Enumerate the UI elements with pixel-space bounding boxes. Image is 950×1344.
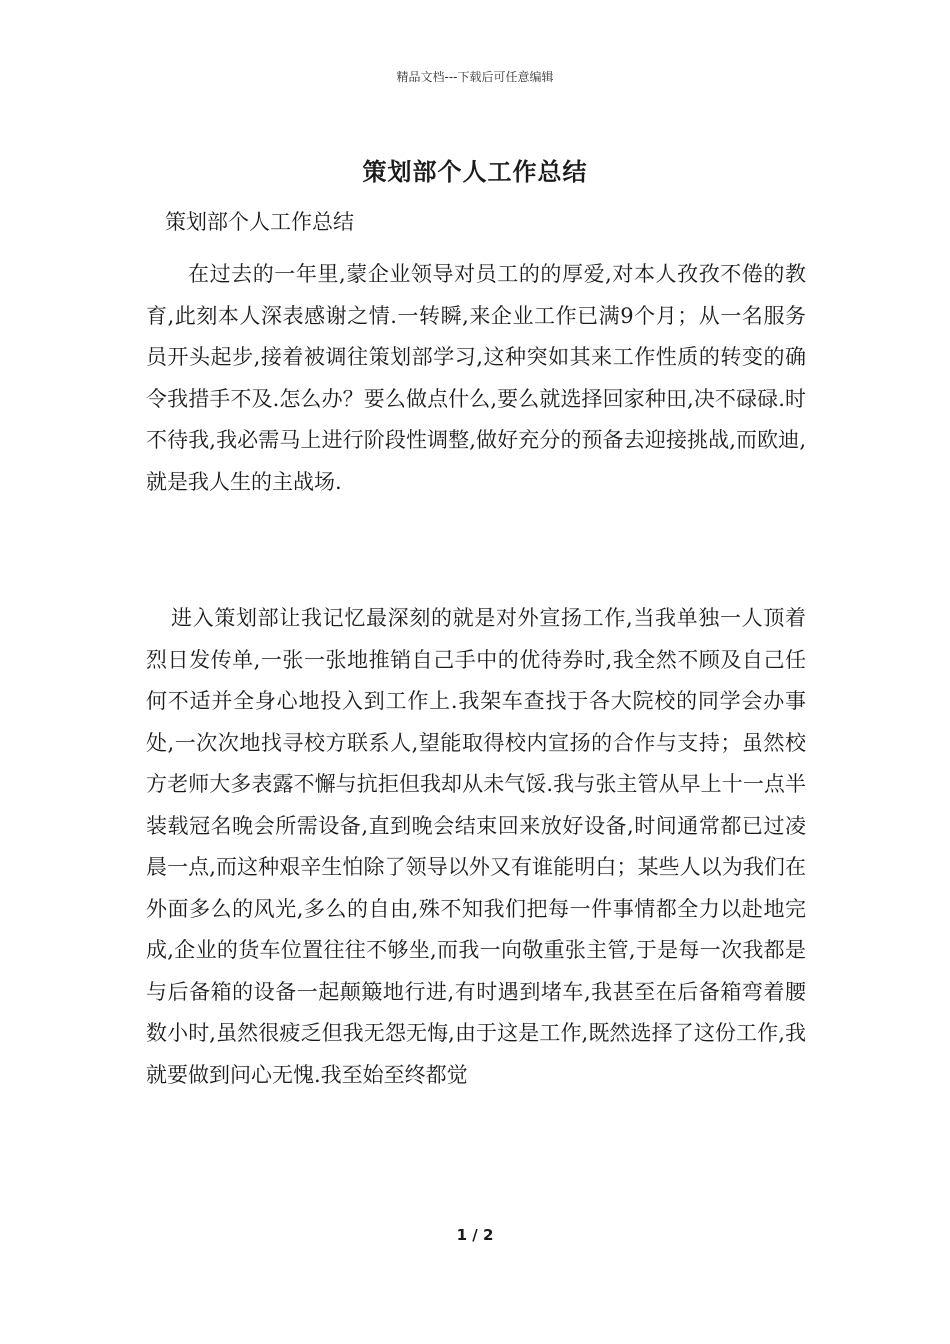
document-subtitle: 策划部个人工作总结 <box>165 210 354 234</box>
paragraph-2: 进入策划部让我记忆最深刻的就是对外宣扬工作,当我单独一人顶着烈日发传单,一张一张地推销自己手中的优待券时,我全然不顾及自己任何不适并全身心地投入到工作上.我架车查找于各大院校的同学会办事处,一次次地找寻校方联系人,望能取得校内宣扬的合作与支持；虽然校方老师大多表露不懈与抗拒但我却从未气馁.我与张主管从早上十一点半装载冠名晚会所需设备,直到晚会结束回来放好设备,时间通常都已过凌晨一点,而这种艰辛生怕除了领导以外又有谁能明白；某些人以为我们在外面多么的风光,多么的自由,殊不知我们把每一件事情都全力以赴地完成,企业的货车位置往往不够坐,而我一向敬重张主管,于是每一次我都是与后备箱的设备一起颠簸地行进,有时遇到堵车,我甚至在后备箱弯着腰数小时,虽然很疲乏但我无怨无悔,由于这是工作,既然选择了这份工作,我就要做到问心无愧.我至始至终都觉 <box>146 606 806 1087</box>
header-note: 精品文档---下载后可任意编辑 <box>396 70 554 84</box>
page-title: 策划部个人工作总结 <box>362 157 588 186</box>
page-number: 1 / 2 <box>456 1226 494 1244</box>
paragraph-1: 在过去的一年里,蒙企业领导对员工的的厚爱,对本人孜孜不倦的教育,此刻本人深表感谢之情.一转瞬,来企业工作已满9个月；从一名服务员开头起步,接着被调往策划部学习,这种突如其来工作性质的转变的确令我措手不及.怎么办？要么做点什么,要么就选择回家种田,决不碌碌.时不待我,我必需马上进行阶段性调整,做好充分的预备去迎接挑战,而欧迪,就是我人生的主战场. <box>146 262 806 494</box>
